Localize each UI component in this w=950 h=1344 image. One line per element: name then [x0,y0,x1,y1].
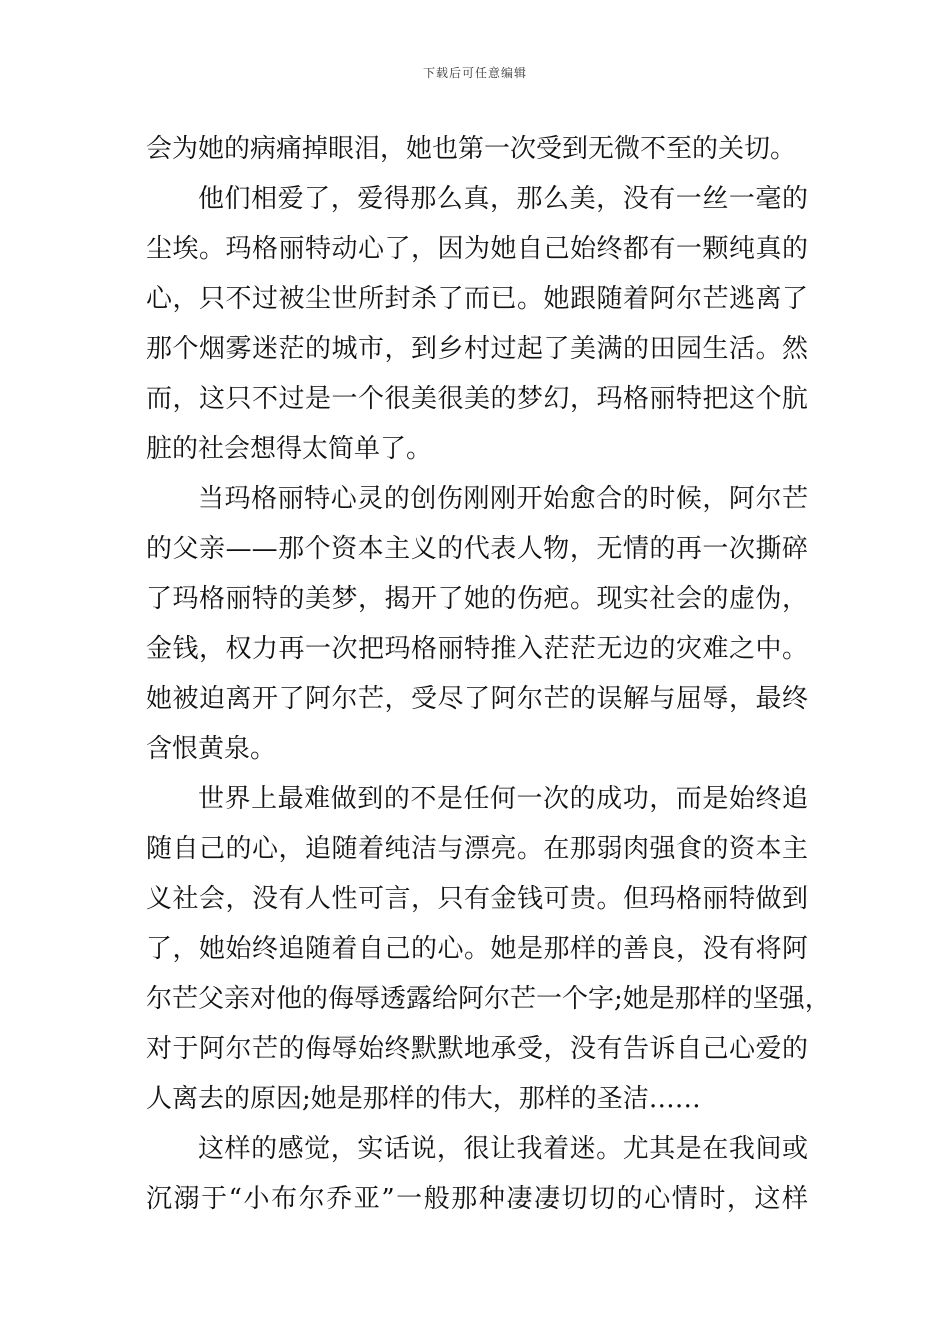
text-line: 了，她始终追随着自己的心。她是那样的善良，没有将阿 [146,934,808,964]
text-line: 金钱，权力再一次把玛格丽特推入茫茫无边的灾难之中。 [146,634,808,664]
body-text [146,124,831,1224]
text-line: 含恨黄泉。 [146,734,277,764]
text-line: 世界上最难做到的不是任何一次的成功，而是始终追 [198,784,808,814]
text-line: 而，这只不过是一个很美很美的梦幻，玛格丽特把这个肮 [146,384,808,414]
text-line: 的父亲——那个资本主义的代表人物，无情的再一次撕碎 [146,534,808,564]
text-line: 人离去的原因;她是那样的伟大，那样的圣洁…… [146,1084,701,1114]
text-line: 对于阿尔芒的侮辱始终默默地承受，没有告诉自己心爱的 [146,1034,808,1064]
text-line: 心，只不过被尘世所封杀了而已。她跟随着阿尔芒逃离了 [146,284,808,314]
header-note: 下载后可任意编辑 [422,66,527,80]
text-line: 会为她的病痛掉眼泪，她也第一次受到无微不至的关切。 [146,134,797,164]
text-line: 义社会，没有人性可言，只有金钱可贵。但玛格丽特做到 [146,884,808,914]
text-line: 这样的感觉，实话说，很让我着迷。尤其是在我间或 [198,1134,808,1164]
text-line: 沉溺于“小布尔乔亚”一般那种凄凄切切的心情时，这样 [146,1184,808,1214]
text-line: 脏的社会想得太简单了。 [146,434,433,464]
text-line: 当玛格丽特心灵的创伤刚刚开始愈合的时候，阿尔芒 [198,484,808,514]
text-line: 尔芒父亲对他的侮辱透露给阿尔芒一个字;她是那样的坚强， [146,984,831,1014]
text-line: 随自己的心，追随着纯洁与漂亮。在那弱肉强食的资本主 [146,834,808,864]
text-line: 那个烟雾迷茫的城市，到乡村过起了美满的田园生活。然 [146,334,808,364]
text-line: 尘埃。玛格丽特动心了，因为她自己始终都有一颗纯真的 [146,234,808,264]
text-line: 他们相爱了，爱得那么真，那么美，没有一丝一毫的 [198,184,808,214]
text-line: 她被迫离开了阿尔芒，受尽了阿尔芒的误解与屈辱，最终 [146,684,808,714]
text-line: 了玛格丽特的美梦，揭开了她的伤疤。现实社会的虚伪， [146,584,808,614]
